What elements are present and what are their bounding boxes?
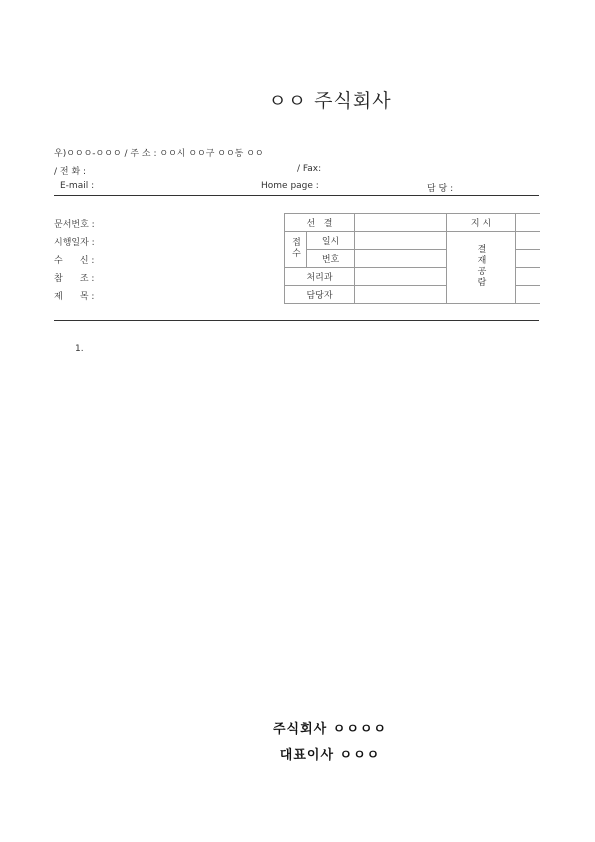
datetime-cell — [355, 232, 447, 250]
approval-cell-2 — [516, 250, 540, 268]
approval-table — [284, 213, 540, 304]
email-label: E-mail : — [60, 181, 95, 191]
approval-cell-3 — [516, 268, 540, 286]
address-line: 우)ㅇㅇㅇ-ㅇㅇㅇ / 주 소 : ㅇㅇ시 ㅇㅇ구 ㅇㅇ동 ㅇㅇ — [54, 149, 264, 159]
approval-cell-4 — [516, 286, 540, 304]
recipient-label: 수 신 : — [54, 256, 95, 266]
phone-label: / 전 화 : — [54, 167, 87, 177]
department-cell — [355, 268, 447, 286]
number-label: 번호 — [307, 250, 355, 268]
department-label: 처리과 — [285, 268, 355, 286]
section-divider — [54, 320, 539, 321]
approval-cell-1 — [516, 232, 540, 250]
header-divider — [54, 195, 539, 196]
body-item-1: 1. — [75, 344, 84, 354]
doc-number-label: 문서번호 : — [54, 220, 95, 230]
pre-decision-label: 선 결 — [285, 214, 355, 232]
issue-date-label: 시행일자 : — [54, 238, 95, 248]
manager-label: 담 당 : — [427, 184, 454, 194]
fax-label: / Fax: — [297, 164, 322, 174]
subject-label: 제 목 : — [54, 292, 95, 302]
pre-decision-cell — [355, 214, 447, 232]
homepage-label: Home page : — [261, 181, 319, 191]
person-in-charge-label: 담당자 — [285, 286, 355, 304]
reference-label: 참 조 : — [54, 274, 95, 284]
footer-company: 주식회사 ㅇㅇㅇㅇ — [273, 722, 387, 737]
approval-label: 결재공람 — [447, 232, 516, 304]
instruction-label: 지 시 — [447, 214, 516, 232]
person-in-charge-cell — [355, 286, 447, 304]
document-title: ㅇㅇ 주식회사 — [268, 90, 392, 112]
receipt-label: 접수 — [285, 232, 307, 268]
datetime-label: 일시 — [307, 232, 355, 250]
number-cell — [355, 250, 447, 268]
footer-ceo: 대표이사 ㅇㅇㅇ — [279, 748, 381, 763]
instruction-cell — [516, 214, 540, 232]
